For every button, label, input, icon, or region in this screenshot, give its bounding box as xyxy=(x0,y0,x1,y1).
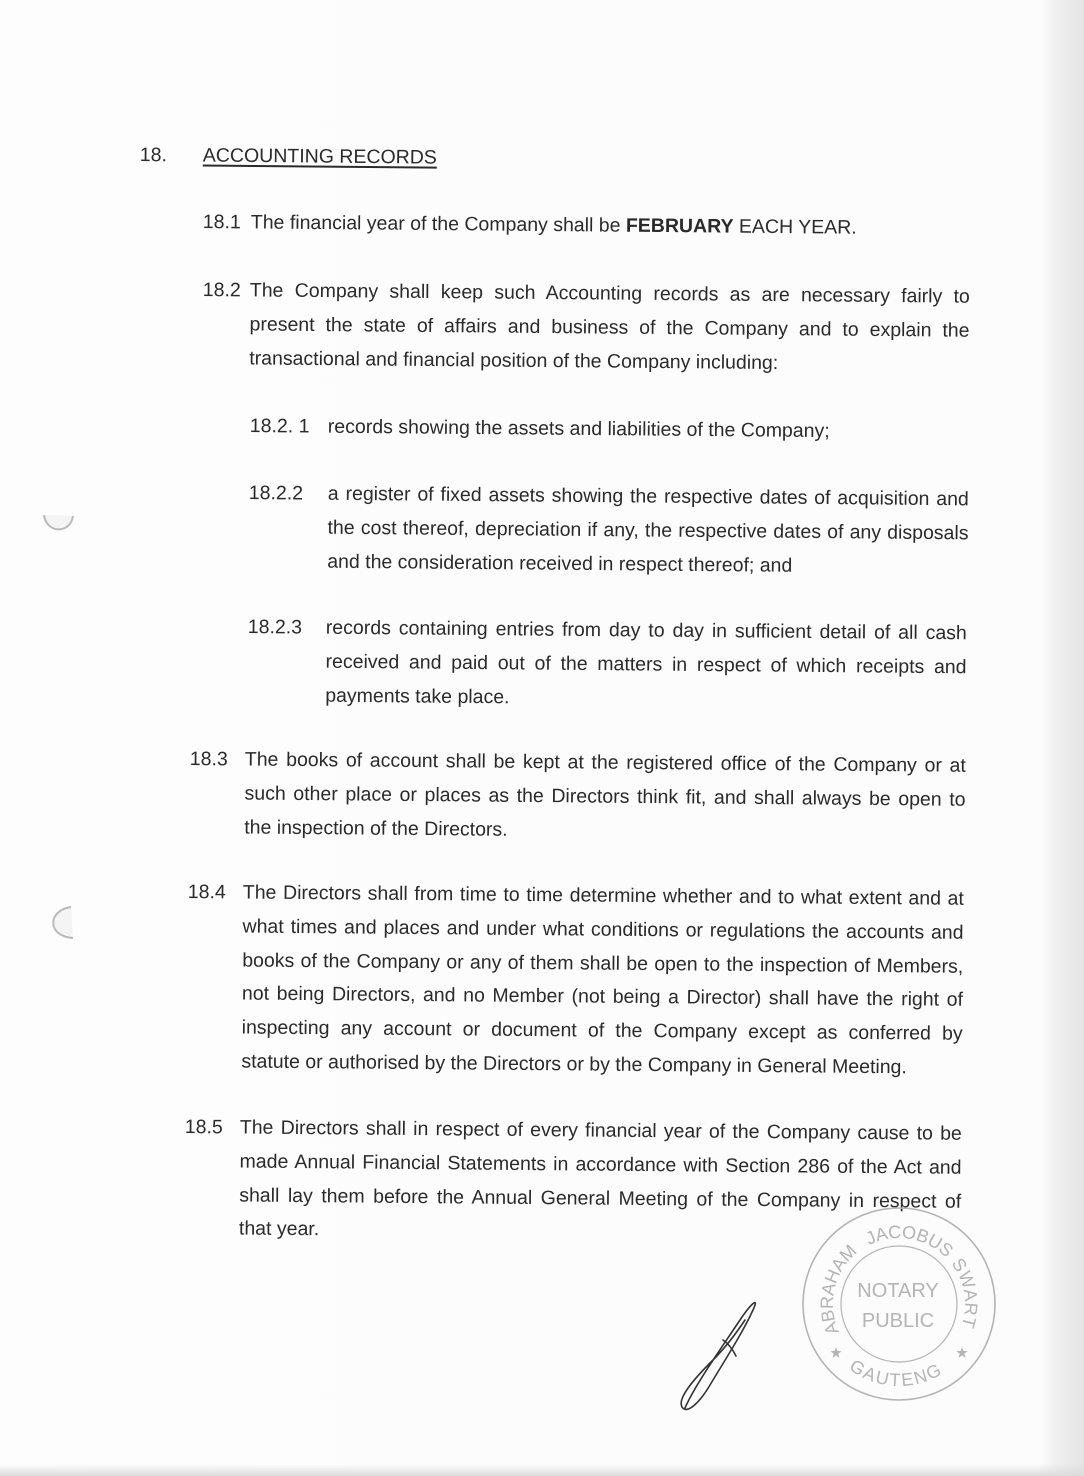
text-line: the inspection of the Directors. xyxy=(244,816,508,841)
seal-region-text: GAUTENG xyxy=(846,1355,945,1391)
text-line: The books of account shall be kept at the registered office of the Company or at xyxy=(244,748,966,777)
seal-name-top-text: JACOBUS xyxy=(862,1221,958,1261)
text-line xyxy=(251,206,951,246)
notary-seal xyxy=(795,1200,1005,1410)
text-line: inspecting any account or document of the Company except as conferred by xyxy=(241,1016,963,1045)
seal-name-top xyxy=(863,1222,958,1261)
text-line: transactional and financial position of the Company including: xyxy=(249,347,779,374)
star-icon xyxy=(956,1347,967,1358)
clause-number: 18.4 xyxy=(187,880,226,904)
clause-number: 18.2.2 xyxy=(248,481,304,505)
seal-title-line1: NOTARY xyxy=(857,1280,939,1302)
clause-body xyxy=(327,478,969,585)
clause-number: 18.2 xyxy=(202,278,241,302)
clause-body xyxy=(325,612,967,719)
seal-name-left-text: ABRAHAM xyxy=(816,1240,861,1338)
star-icon xyxy=(830,1347,841,1358)
clause-body xyxy=(249,274,970,382)
seal-name-right xyxy=(948,1254,981,1330)
text-line: payments take place. xyxy=(325,684,510,708)
section-number: 18. xyxy=(139,143,168,167)
clause-body xyxy=(241,876,964,1085)
emphasis-month: FEBRUARY xyxy=(625,214,734,238)
text-line: books of the Company or any of them shall be open to the inspection of Members, xyxy=(242,949,964,978)
text-line: the cost thereof, depreciation if any, the respective dates of any disposals xyxy=(327,516,969,545)
text-line: what times and places and under what conditions or regulations the accounts and xyxy=(242,915,964,944)
punch-hole-icon xyxy=(44,903,80,943)
seal-title-line2: PUBLIC xyxy=(861,1310,935,1332)
text-line: The Directors shall in respect of every financial year of the Company cause to be xyxy=(239,1116,962,1145)
text-line: statute or authorised by the Directors or by the Company in General Meeting. xyxy=(241,1050,907,1079)
clause-text-end: EACH YEAR. xyxy=(733,215,857,239)
text-line: such other place or places as the Directors think fit, and shall always be open to xyxy=(244,782,966,811)
text-line: records showing the assets and liabilities of the Company; xyxy=(327,415,830,443)
text-line: and the consideration received in respect thereof; and xyxy=(327,550,793,577)
text-line: shall lay them before the Annual General Meeting of the Company in respect of xyxy=(239,1184,962,1213)
section-title: ACCOUNTING RECORDS xyxy=(202,144,437,169)
text-line: records containing entries from day to day in sufficient detail of all cash xyxy=(325,616,967,645)
clause-body xyxy=(244,743,966,851)
clause-number: 18.3 xyxy=(189,747,228,771)
clause-body xyxy=(251,206,951,246)
clause-text: The financial year of the Company shall be xyxy=(250,211,626,237)
clause-number: 18.5 xyxy=(184,1115,223,1139)
scan-edge xyxy=(0,1464,1084,1476)
seal-inner-ring xyxy=(841,1246,957,1362)
text-line: a register of fixed assets showing the respective dates of acquisition and xyxy=(327,482,969,511)
punch-hole-icon xyxy=(40,505,80,541)
clause-number: 18.2.3 xyxy=(247,615,303,639)
text-line: not being Directors, and no Member (not being a Director) shall have the right of xyxy=(241,982,964,1012)
text-line: made Annual Financial Statements in accordance with Section 286 of the Act and xyxy=(239,1150,962,1179)
seal-name-left xyxy=(817,1241,861,1338)
clause-body xyxy=(328,411,968,450)
signature-mark xyxy=(665,1290,775,1420)
text-line: The Company shall keep such Accounting records as are necessary fairly to xyxy=(249,279,970,308)
text-line: present the state of affairs and business of the Company and to explain the xyxy=(249,313,970,342)
seal-name-right-text: SWART xyxy=(947,1254,982,1331)
clause-number: 18.2. 1 xyxy=(249,414,310,438)
seal-region xyxy=(846,1355,944,1390)
text-line: that year. xyxy=(238,1217,320,1241)
clause-number: 18.1 xyxy=(202,210,241,234)
text-line: received and paid out of the matters in respect of which receipts and xyxy=(325,650,967,679)
text-line: The Directors shall from time to time determine whether and to what extent and at xyxy=(242,881,964,910)
